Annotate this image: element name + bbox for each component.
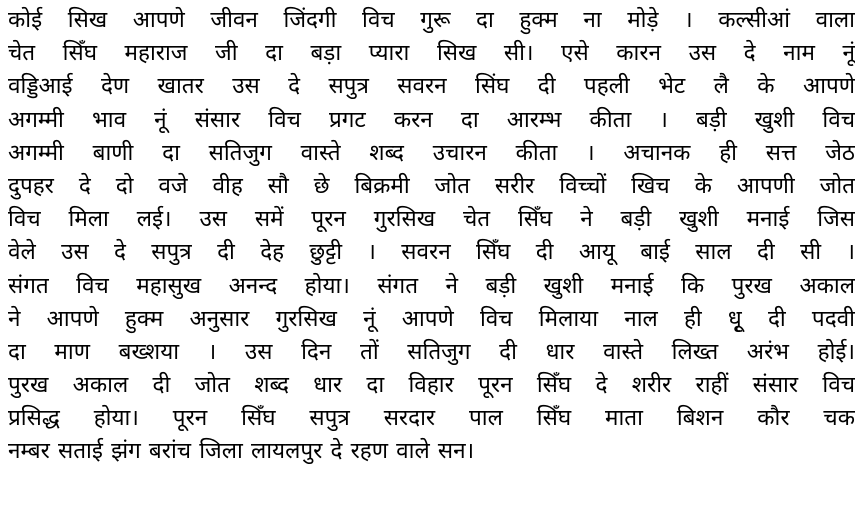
text-line-4: अगम्मी भाव नूं संसार विच प्रगट करन दा आरम्भ कीता । बड़ी खुशी विच <box>8 106 855 133</box>
text-line-12: पुरख अकाल दी जोत शब्द धार दा विहार पूरन सिँघ दे शरीर राहीं संसार विच <box>8 372 855 399</box>
text-line-14: नम्बर सताई झंग बरांच जिला लायलपुर दे रहण वाले सन। <box>8 438 475 465</box>
text-line-5: अगम्मी बाणी दा सतिजुग वास्ते शब्द उचारन कीता । अचानक ही सत्त जेठ <box>8 139 855 166</box>
text-line-2: चेत सिँघ महाराज जी दा बड़ा प्यारा सिख सी। एसे कारन उस दे नाम नूं <box>8 40 855 67</box>
text-line-1: कोई सिख आपणे जीवन जिंदगी विच गुरू दा हुक्म ना मोड़े । कल्सीआं वाला <box>8 7 855 33</box>
paragraph <box>8 4 855 469</box>
text-line-13: प्रसिद्ध होया। पूरन सिँघ सपुत्र सरदार पाल सिँघ माता बिशन कौर चक <box>8 405 855 432</box>
text-line-11: दा माण बख्शया । उस दिन तों सतिजुग दी धार वास्ते लिख्त अरंभ होई। <box>8 338 855 365</box>
text-line-9: संगत विच महासुख अनन्द होया। संगत ने बड़ी खुशी मनाई कि पुरख अकाल <box>8 272 855 299</box>
text-line-7: विच मिला लई। उस समें पूरन गुरसिख चेत सिँघ ने बड़ी खुशी मनाई जिस <box>8 206 855 233</box>
text-line-3: वड्डिआई देण खातर उस दे सपुत्र सवरन सिंघ दी पहली भेट लै के आपणे <box>8 73 855 100</box>
text-line-6: दुपहर दे दो वजे वीह सौ छे बिक्रमी जोत सरीर विच्चों खिच के आपणी जोत <box>8 172 855 199</box>
text-line-8: वेले उस दे सपुत्र दी देह छुट्टी । सवरन सिँघ दी आयू बाई साल दी सी । <box>8 239 855 266</box>
text-line-10: ने आपणे हुक्म अनुसार गुरसिख नूं आपणे विच मिलाया नाल ही धूृ दी पदवी <box>8 305 855 332</box>
